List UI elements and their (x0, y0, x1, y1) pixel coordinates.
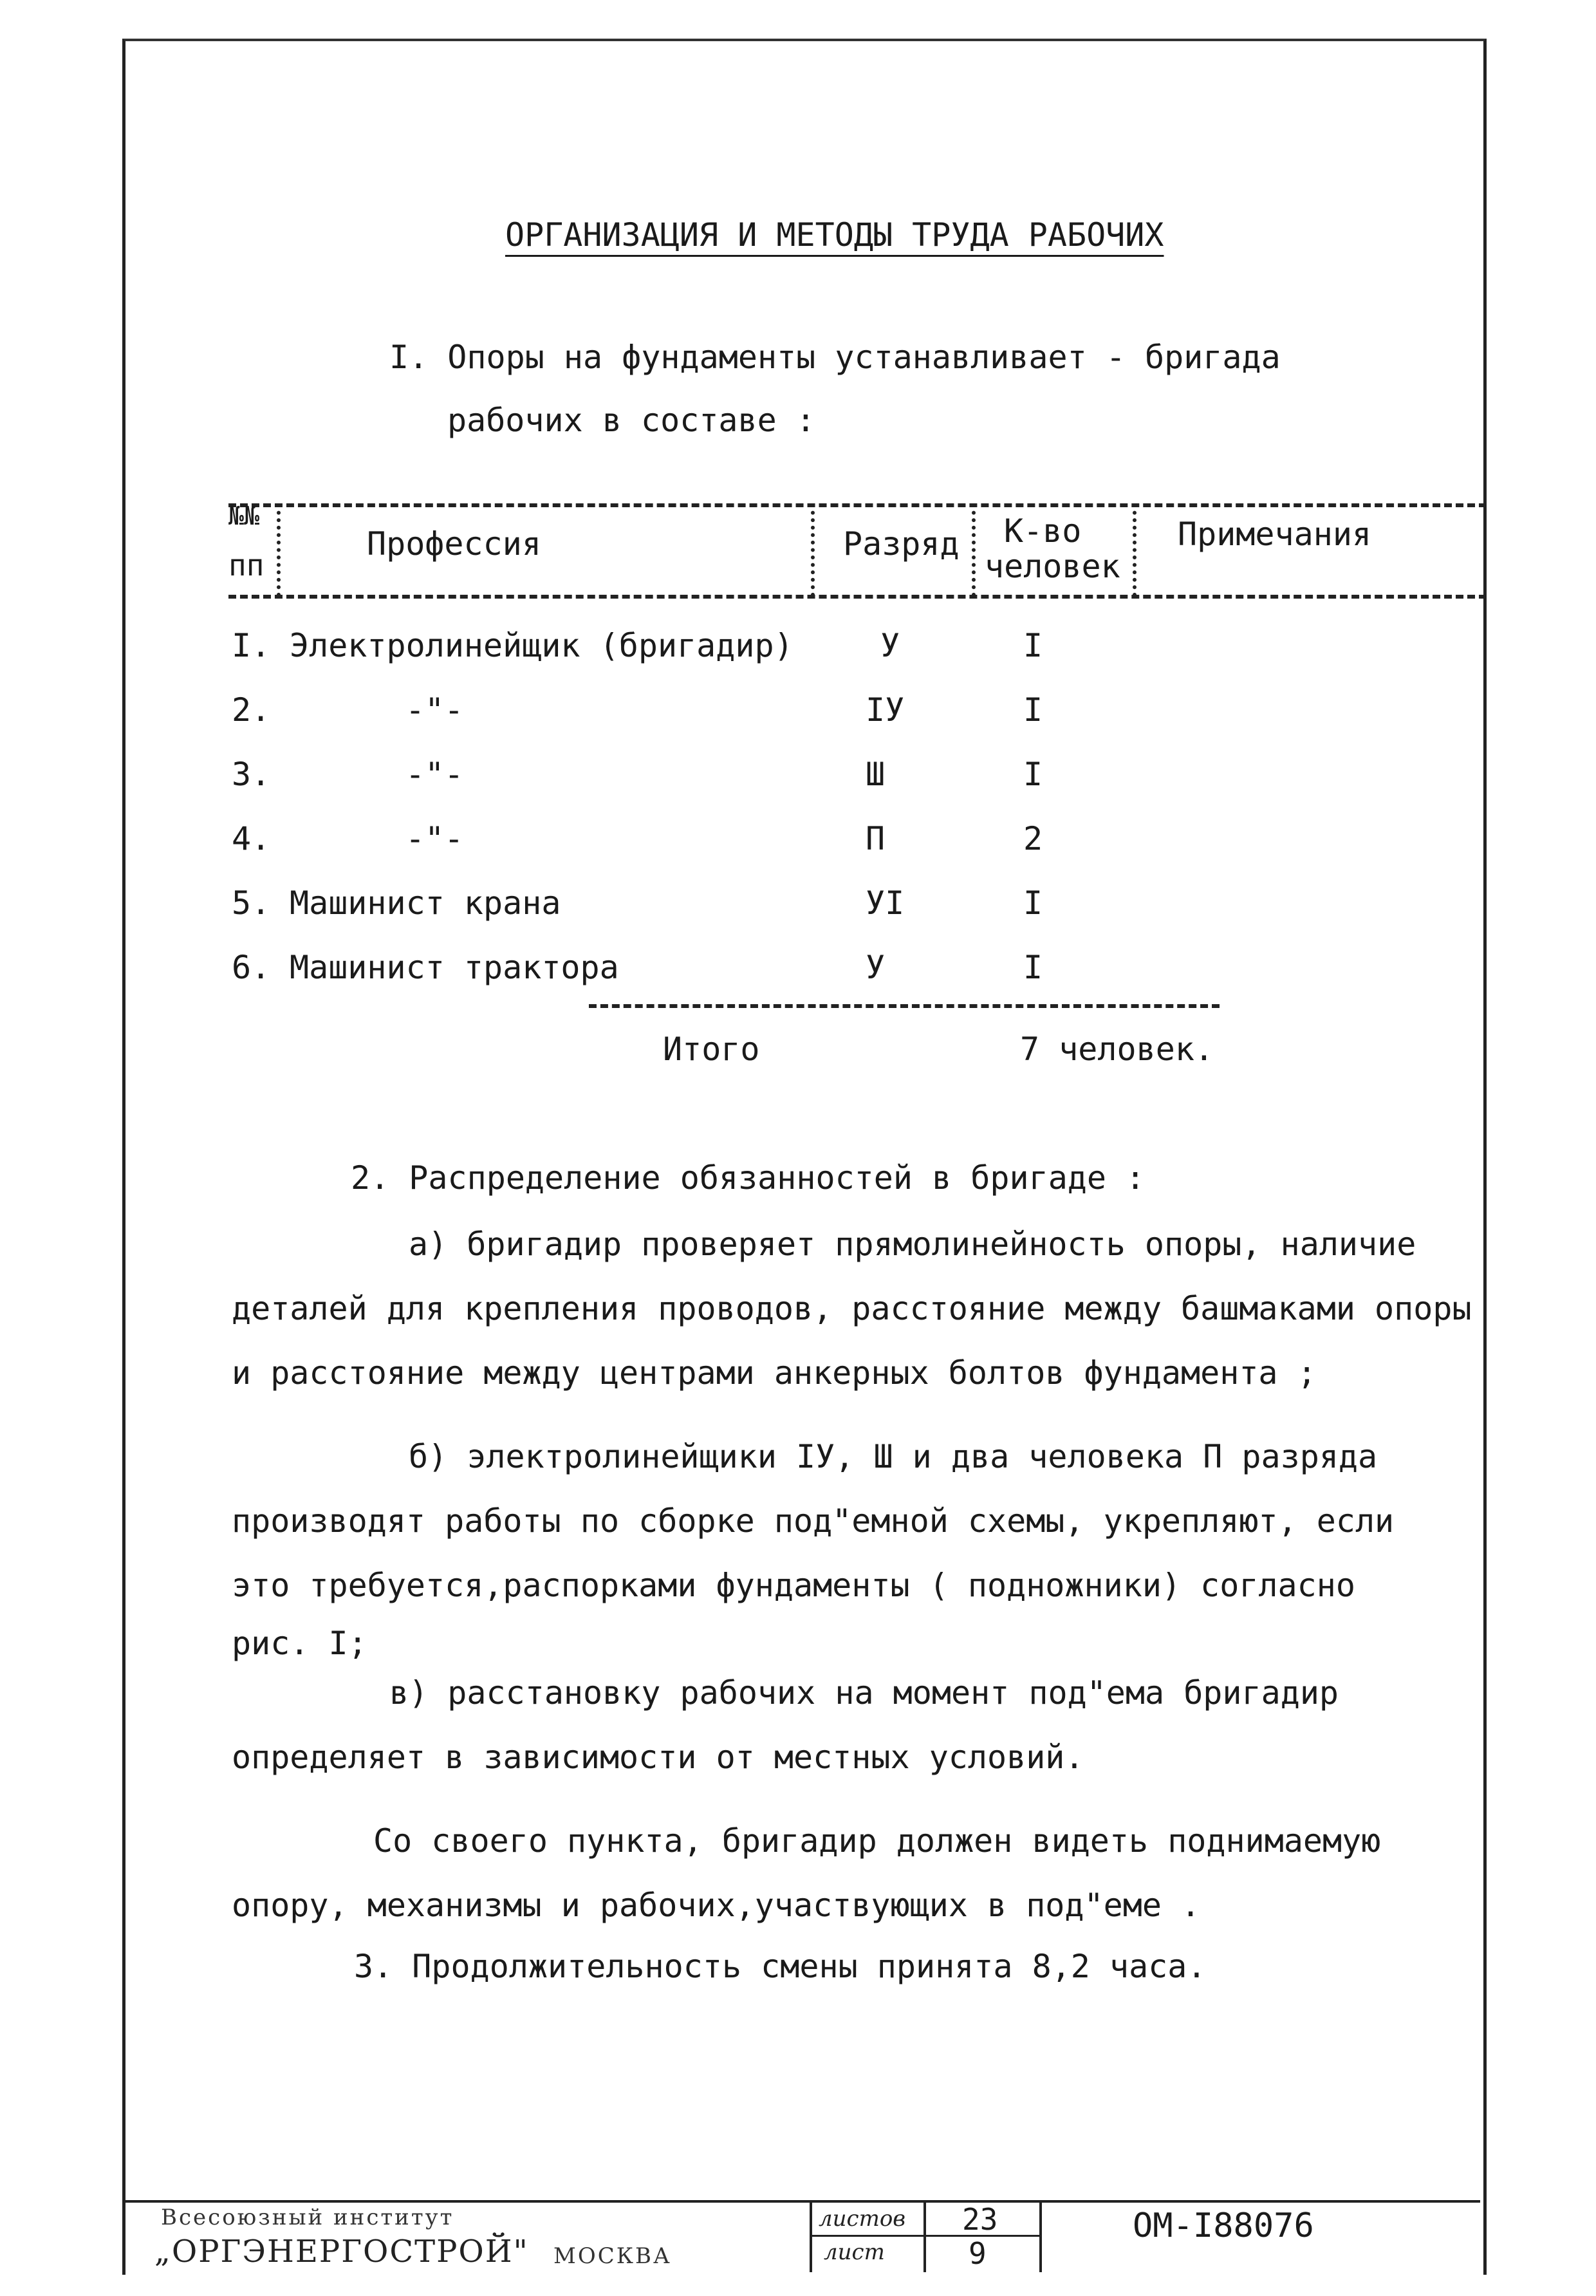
header-profession: Профессия (367, 525, 541, 563)
section2-b-line-1: б) электролинейщики IУ, Ш и два человека П разряда (409, 1438, 1378, 1475)
stamp-sheets-label: листов (819, 2206, 906, 2232)
header-notes: Примечания (1178, 516, 1372, 553)
section2-b-line-2: производят работы по сборке под"емной схемы, укрепляют, если (232, 1502, 1395, 1540)
section2-b-line-4: рис. I; (232, 1625, 367, 1662)
row-4-grade: П (866, 820, 886, 857)
stamp-org: „ОРГЭНЕРГОСТРОЙ" (154, 2234, 529, 2270)
row-1-num: I. (232, 627, 271, 664)
row-2-profession: -"- (405, 691, 464, 729)
section3: 3. Продолжительность смены принята 8,2 часа. (354, 1948, 1207, 1985)
row-4-num: 4. (232, 820, 271, 857)
page-title: ОРГАНИЗАЦИЯ И МЕТОДЫ ТРУДА РАБОЧИХ (505, 216, 1164, 254)
section2-p-line-1: Со своего пункта, бригадир должен видеть поднимаемую (373, 1822, 1381, 1860)
stamp-mid-rule (810, 2235, 1039, 2237)
row-1-count: I (1023, 627, 1043, 664)
row-5-num: 5. (232, 884, 271, 922)
table-divider (277, 503, 281, 597)
row-4-count: 2 (1023, 820, 1043, 857)
stamp-sheet-value: 9 (969, 2236, 987, 2271)
row-6-num: 6. (232, 949, 271, 986)
section2-b-line-3: это требуется,распорками фундаменты ( подножники) согласно (232, 1567, 1355, 1604)
row-4-profession: -"- (405, 820, 464, 857)
table-divider (811, 503, 815, 597)
stamp-doc-number: ОМ-I88076 (1133, 2207, 1314, 2245)
row-6-profession: Машинист трактора (290, 949, 619, 986)
stamp-sheet-label: лист (824, 2239, 885, 2265)
section2-heading: 2. Распределение обязанностей в бригаде : (351, 1159, 1146, 1197)
stamp-divider (1039, 2200, 1042, 2272)
row-5-count: I (1023, 884, 1043, 922)
row-3-grade: Ш (866, 756, 886, 793)
header-grade: Разряд (843, 525, 960, 563)
row-1-profession: Электролинейщик (бригадир) (290, 627, 793, 664)
section2-a-line-1: а) бригадир проверяет прямолинейность опоры, наличие (409, 1226, 1416, 1263)
row-5-grade: УI (866, 884, 905, 922)
intro-line-2: рабочих в составе : (447, 402, 815, 439)
table-top-rule (228, 503, 1487, 507)
row-3-num: 3. (232, 756, 271, 793)
row-6-grade: У (866, 949, 886, 986)
section2-p-line-2: опору, механизмы и рабочих,участвующих в под"еме . (232, 1887, 1201, 1924)
row-2-grade: IУ (866, 691, 905, 729)
section2-v-line-1: в) расстановку рабочих на момент под"ема бригадир (389, 1674, 1339, 1712)
table-divider (972, 503, 976, 597)
row-5-profession: Машинист крана (290, 884, 561, 922)
section2-a-line-3: и расстояние между центрами анкерных болтов фундамента ; (232, 1354, 1317, 1392)
row-2-count: I (1023, 691, 1043, 729)
row-2-num: 2. (232, 691, 271, 729)
table-divider (1133, 503, 1137, 597)
header-num-top: №№ (228, 501, 260, 531)
row-3-count: I (1023, 756, 1043, 793)
total-label: Итого (663, 1031, 760, 1068)
header-count-bottom: человек (985, 548, 1120, 585)
stamp-institute: Всесоюзный институт (161, 2205, 454, 2230)
row-1-grade: У (880, 627, 900, 664)
total-rule (589, 1004, 1220, 1008)
row-6-count: I (1023, 949, 1043, 986)
stamp-city: МОСКВА (553, 2243, 672, 2269)
section2-a-line-2: деталей для крепления проводов, расстояние между башмаками опоры (232, 1290, 1472, 1327)
header-num-bottom: пп (228, 548, 264, 583)
stamp-sheets-value: 23 (962, 2202, 998, 2237)
table-header-rule (228, 595, 1487, 599)
header-count-top: К-во (1004, 512, 1082, 550)
stamp-top-rule (122, 2200, 1480, 2203)
section2-v-line-2: определяет в зависимости от местных условий. (232, 1739, 1084, 1776)
row-3-profession: -"- (405, 756, 464, 793)
total-value: 7 человек. (1020, 1031, 1214, 1068)
intro-line-1: I. Опоры на фундаменты устанавливает - бригада (389, 339, 1281, 376)
